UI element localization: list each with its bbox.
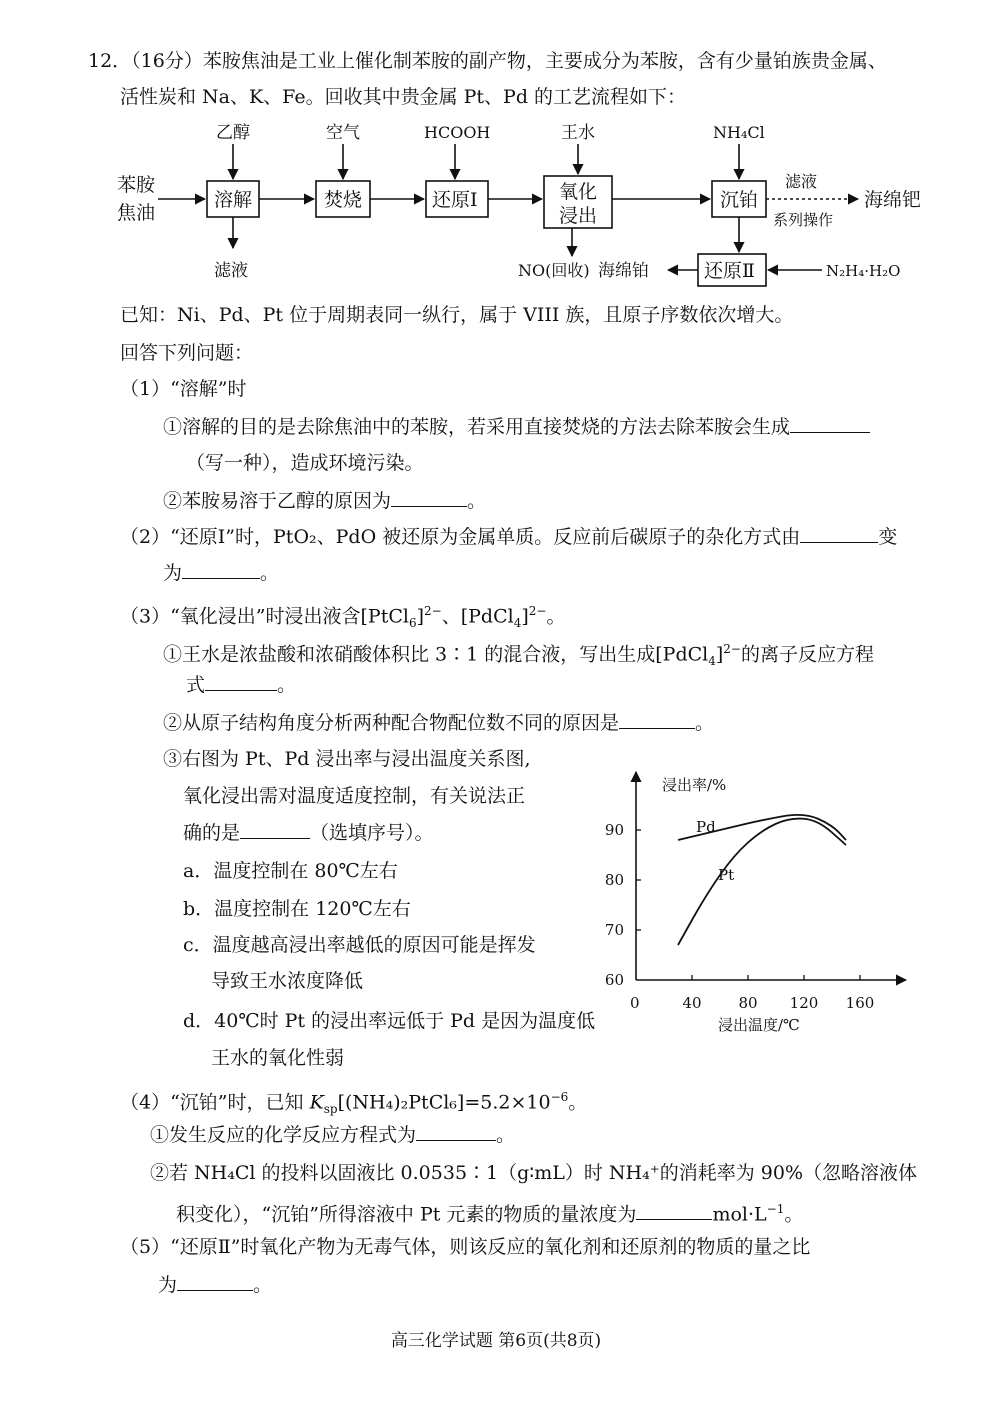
q1-1b: （写一种），造成环境污染。 — [186, 452, 424, 474]
q5b: 为 。 — [158, 1274, 273, 1296]
answer-blank[interactable] — [636, 1201, 712, 1220]
q1-1: ①溶解的目的是去除焦油中的苯胺，若采用直接焚烧的方法去除苯胺会生成 — [163, 414, 870, 440]
q4-2b: 积变化），“沉铂”所得溶液中 Pt 元素的物质的量浓度为 $mol\cdot L^{-1}$。 — [176, 1202, 804, 1226]
page-footer: 高三化学试题 第6页(共8页) — [390, 1331, 602, 1351]
y-tick-label: 60 — [604, 971, 624, 989]
box-precipitate-label: 沉铂 — [720, 189, 759, 211]
no-recover: NO(回收) — [518, 261, 590, 280]
x-axis-label: 浸出温度/℃ — [718, 1016, 800, 1034]
option-c-line2: 导致王水浓度降低 — [211, 970, 364, 992]
box-reduce-2-label: 还原Ⅱ — [704, 260, 755, 282]
box-dissolve-label: 溶解 — [214, 189, 253, 211]
answer-blank[interactable] — [790, 414, 870, 433]
q3-1: ①王水是浓盐酸和浓硝酸体积比 3∶1 的混合液，写出生成[PdCl$_4$]$^{2-}$的离子反应方程 — [163, 642, 875, 669]
x-tick-label: 120 — [789, 994, 819, 1012]
q4-1: ①发生反应的化学反应方程式为 。 — [150, 1124, 516, 1146]
q3-title: （3）“氧化浸出”时浸出液含[PtCl$_6$]$^{2-}$、[PdCl$_4$]$^{2-}$。 — [120, 604, 566, 631]
answer-blank[interactable] — [205, 672, 277, 691]
x-tick-label: 160 — [845, 994, 875, 1012]
series-pt-label: Pt — [718, 866, 735, 884]
product-sponge-pd: 海绵钯 — [864, 189, 922, 211]
box-reduce-1-label: 还原Ⅰ — [432, 189, 478, 211]
q2: （2）“还原Ⅰ”时，PtO₂、PdO 被还原为金属单质。反应前后碳原子的杂化方式由 变 — [120, 526, 898, 548]
y-axis-label: 浸出率/% — [662, 776, 727, 794]
answer-blank[interactable] — [416, 1122, 496, 1141]
reagent-nh4cl: NH₄Cl — [713, 123, 765, 142]
option-b: b．温度控制在 120℃左右 — [183, 898, 411, 920]
flow-start-1: 苯胺 — [117, 174, 156, 196]
q1-title: （1）“溶解”时 — [120, 378, 247, 400]
reagent-ethanol: 乙醇 — [216, 123, 250, 143]
question-header-line2: 活性炭和 Na、K、Fe。回收其中贵金属 Pt、Pd 的工艺流程如下： — [120, 86, 687, 108]
q1-2: ②苯胺易溶于乙醇的原因为 。 — [163, 490, 487, 512]
option-d-line2: 王水的氧化性弱 — [211, 1047, 345, 1069]
y-tick-label: 90 — [604, 821, 624, 839]
q4-title: （4）“沉铂”时，已知 $K_{sp}[(NH_4)_2PtCl_6]=5.2\times 10^{-6}$。 — [120, 1090, 588, 1117]
box-leach-label: 浸出 — [559, 205, 598, 227]
option-a: a．温度控制在 80℃左右 — [183, 860, 398, 882]
series-pd-label: Pd — [696, 818, 716, 836]
y-tick-label: 80 — [604, 871, 624, 889]
q3-3c: 确的是 （选填序号）。 — [183, 822, 434, 844]
filtrate-2: 滤液 — [785, 172, 818, 191]
answer-blank[interactable] — [240, 820, 310, 839]
origin-label: 0 — [630, 994, 640, 1012]
q2b: 为 。 — [163, 562, 280, 584]
leach-rate-chart — [588, 760, 918, 1050]
reagent-air: 空气 — [326, 123, 360, 143]
box-oxidize-label: 氧化 — [559, 181, 598, 203]
q3-3b: 氧化浸出需对温度适度控制，有关说法正 — [183, 785, 526, 807]
answer-prompt: 回答下列问题： — [120, 342, 254, 364]
x-tick-label: 80 — [738, 994, 758, 1012]
series-operation: 系列操作 — [773, 211, 834, 229]
q3-3a: ③右图为 Pt、Pd 浸出率与浸出温度关系图, — [163, 748, 531, 770]
answer-blank[interactable] — [182, 560, 260, 579]
question-header: 12．（16分）苯胺焦油是工业上催化制苯胺的副产物，主要成分为苯胺，含有少量铂族贵金属、 — [88, 50, 887, 72]
series-pt-line — [678, 819, 846, 945]
reagent-aqua-regia: 王水 — [561, 123, 595, 143]
reagent-hydrazine: N₂H₄·H₂O — [826, 262, 901, 280]
answer-blank[interactable] — [800, 524, 878, 543]
y-tick-label: 70 — [604, 921, 624, 939]
q4-2: ②若 NH₄Cl 的投料以固液比 0.0535∶1（g∶mL）时 NH₄⁺的消耗率为 90%（忽略溶液体 — [150, 1162, 918, 1184]
reagent-hcooh: HCOOH — [424, 123, 491, 142]
option-d-line1: d．40℃时 Pt 的浸出率远低于 Pd 是因为温度低 — [183, 1010, 596, 1032]
q3-2: ②从原子结构角度分析两种配合物配位数不同的原因是 。 — [163, 712, 715, 734]
q3-1b: 式 。 — [186, 674, 297, 696]
filtrate-1: 滤液 — [214, 261, 248, 281]
box-burn-label: 焚烧 — [324, 189, 363, 211]
known-info: 已知：Ni、Pd、Pt 位于周期表同一纵行，属于 VIII 族，且原子序数依次增大。 — [120, 304, 794, 326]
answer-blank[interactable] — [177, 1272, 253, 1291]
q5: （5）“还原Ⅱ”时氧化产物为无毒气体，则该反应的氧化剂和还原剂的物质的量之比 — [120, 1236, 811, 1258]
answer-blank[interactable] — [391, 488, 467, 507]
flow-start-2: 焦油 — [117, 202, 156, 224]
product-sponge-pt: 海绵铂 — [598, 261, 649, 281]
answer-blank[interactable] — [619, 710, 695, 729]
process-flowchart — [0, 0, 992, 300]
x-tick-label: 40 — [682, 994, 702, 1012]
option-c-line1: c．温度越高浸出率越低的原因可能是挥发 — [183, 934, 536, 956]
